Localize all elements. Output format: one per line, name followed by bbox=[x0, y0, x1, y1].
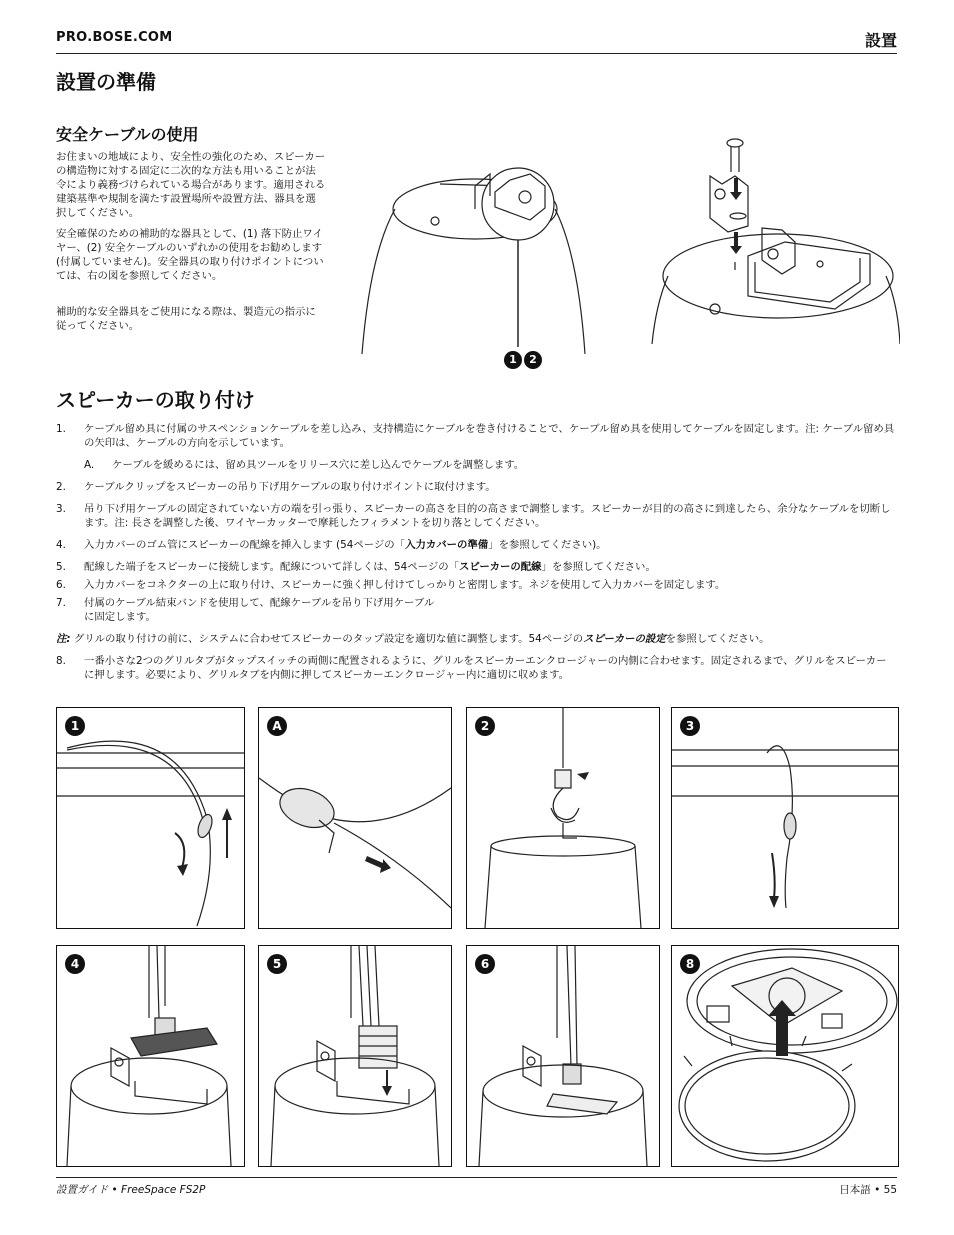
panel-badge: 1 bbox=[65, 716, 85, 736]
panel-badge: 5 bbox=[267, 954, 287, 974]
panel-step-6 bbox=[466, 945, 660, 1167]
panel-step-3 bbox=[671, 707, 899, 929]
panel-step-1 bbox=[56, 707, 245, 929]
step-4: 4. 入力カバーのゴム管にスピーカーの配線を挿入します (54ページの「入力カバーの準備」を参照してください)。 bbox=[56, 539, 607, 551]
panel-step-4 bbox=[56, 945, 245, 1167]
panel-step-5 bbox=[258, 945, 452, 1167]
safety-heading: 安全ケーブルの使用 bbox=[56, 125, 199, 144]
panel-badge: 3 bbox=[680, 716, 700, 736]
step-6: 6. 入力カバーをコネクターの上に取り付け、スピーカーに強く押し付けてしっかりと密閉します。ネジを使用して入力カバーを固定します。 bbox=[56, 579, 726, 591]
panel-badge: 4 bbox=[65, 954, 85, 974]
step-7: 7. 付属のケーブル結束バンドを使用して、配線ケーブルを吊り下げ用ケーブルに固定します。 bbox=[56, 597, 435, 623]
step-8: 8. 一番小さな2つのグリルタブがタップスイッチの両側に配置されるように、グリルをスピーカーエンクロージャーの内側に合わせます。固定されるまで、グリルをスピーカーに押します。必要により、グリルタブを内側に押してスピーカーエンクロージャー内に適切に収めます。 bbox=[56, 655, 887, 681]
step-1: 1. ケーブル留め具に付属のサスペンションケーブルを差し込み、支持構造にケーブルを巻き付けることで、ケーブル留め具を使用してケーブルを固定します。注: ケーブル留め具の矢印は、ケーブルの方向を示しています。 bbox=[56, 423, 895, 449]
safety-paragraph-2: 安全確保のための補助的な器具として、(1) 落下防止ワイヤー、(2) 安全ケーブルのいずれかの使用をお勧めします (付属していません)。安全器具の取り付けポイントについては、右の図を参照してください。 bbox=[56, 228, 324, 282]
site-url: PRO.BOSE.COM bbox=[56, 30, 173, 45]
step-a: A. ケーブルを緩めるには、留め具ツールをリリース穴に差し込んでケーブルを調整します。 bbox=[84, 459, 525, 471]
footer-rule bbox=[56, 1177, 897, 1178]
step-2: 2. ケーブルクリップをスピーカーの吊り下げ用ケーブルの取り付けポイントに取付けます。 bbox=[56, 481, 496, 493]
header-rule bbox=[56, 53, 897, 54]
figure-callouts bbox=[504, 348, 544, 369]
callout-badge-1: 1 bbox=[504, 351, 522, 369]
section-title: 設置 bbox=[864, 31, 897, 50]
panel-badge: 6 bbox=[475, 954, 495, 974]
panel-badge: 2 bbox=[475, 716, 495, 736]
prep-heading: 設置の準備 bbox=[56, 70, 156, 94]
safety-paragraph-1: お住まいの地域により、安全性の強化のため、スピーカーの構造物に対する固定に二次的な方法も用いることが法令により義務づけられている場合があります。適用される建築基準や規制を満たす設置場所や設置方法、器具を選択してください。 bbox=[56, 151, 326, 219]
tap-setting-note: 注: グリルの取り付けの前に、システムに合わせてスピーカーのタップ設定を適切な値に調整します。54ページのスピーカーの設定を参照してください。 bbox=[56, 633, 770, 645]
panel-step-8 bbox=[671, 945, 899, 1167]
panel-badge: 8 bbox=[680, 954, 700, 974]
step-5: 5. 配線した端子をスピーカーに接続します。配線について詳しくは、54ページの「スピーカーの配線」を参照してください。 bbox=[56, 561, 656, 573]
footer-guide-title: 設置ガイド • FreeSpace FS2P bbox=[56, 1184, 206, 1196]
panel-step-2 bbox=[466, 707, 660, 929]
mount-heading: スピーカーの取り付け bbox=[56, 388, 255, 412]
panel-badge: A bbox=[267, 716, 287, 736]
safety-attachment-figure bbox=[350, 134, 900, 370]
panel-step-a bbox=[258, 707, 452, 929]
step-3: 3. 吊り下げ用ケーブルの固定されていない方の端を引っ張り、スピーカーの高さを目的の高さまで調整します。スピーカーが目的の高さに到達したら、余分なケーブルを切断します。注: 長さを調整した後、ワイヤーカッターで摩耗したフィラメントを切り落としてください。 bbox=[56, 503, 891, 529]
mount-steps bbox=[56, 422, 896, 690]
callout-badge-2: 2 bbox=[524, 351, 542, 369]
safety-paragraph-3: 補助的な安全器具をご使用になる際は、製造元の指示に従ってください。 bbox=[56, 306, 316, 332]
footer-page-number: 日本語 • 55 bbox=[839, 1184, 897, 1196]
